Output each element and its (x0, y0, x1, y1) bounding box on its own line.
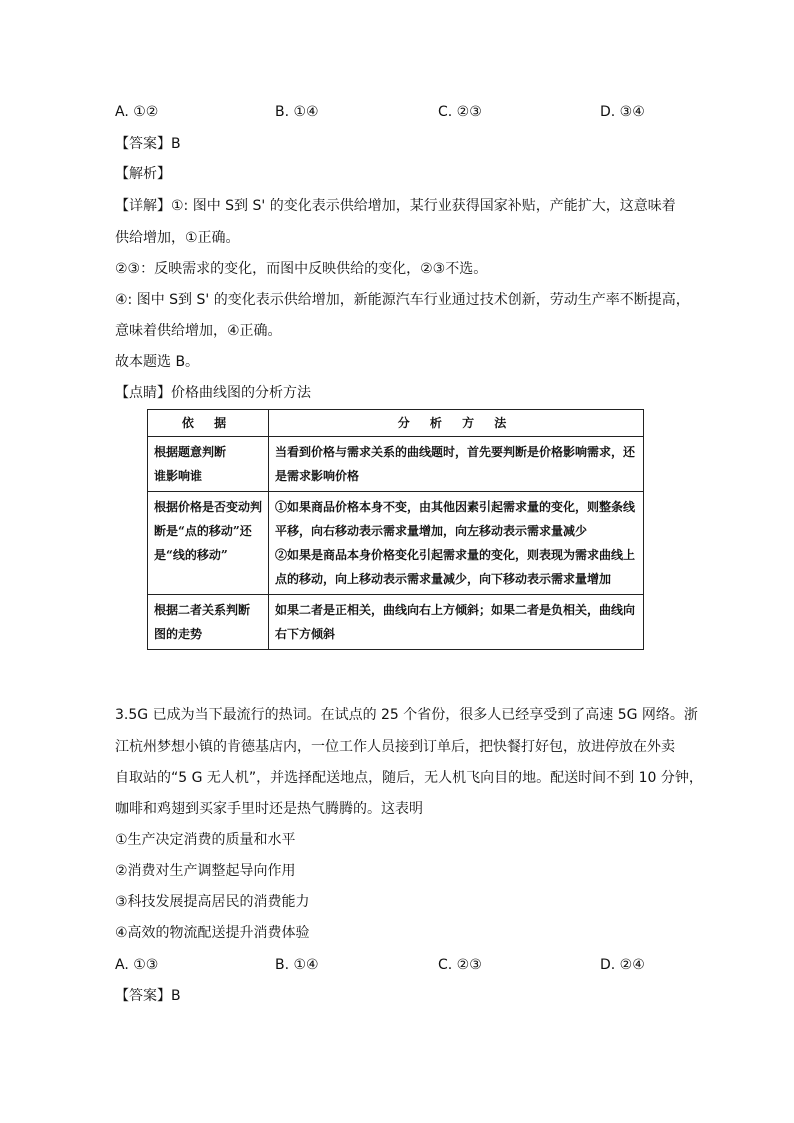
cell-text: 如果二者是正相关，曲线向右上方倾斜；如果二者是负相关，曲线向 (275, 603, 636, 617)
q2-options (115, 102, 675, 122)
q3-option-b: B. ①④ (275, 957, 319, 973)
q3-option-d: D. ②④ (600, 957, 645, 973)
cell-text: 图的走势 (154, 627, 203, 641)
q2-option-c: C. ②③ (438, 104, 482, 120)
table-header-basis: 依 据 (148, 410, 269, 437)
q3-option-c: C. ②③ (438, 957, 482, 973)
cell-text: 右下方倾斜 (275, 627, 336, 641)
cell-text: 根据题意判断 (154, 445, 227, 459)
q2-option-a: A. ①② (115, 104, 159, 120)
table-cell-method (269, 595, 644, 650)
analysis-method-table (147, 409, 644, 650)
cell-text: 根据二者关系判断 (154, 603, 251, 617)
q3-choice-2: ②消费对生产调整起导向作用 (115, 863, 296, 879)
q2-detail-line-4: ④: 图中 S到 S' 的变化表示供给增加，新能源汽车行业通过技术创新，劳动生产率不断提高， (115, 292, 690, 308)
cell-text: 断是“点的移动”还 (154, 524, 252, 538)
cell-text: 根据价格是否变动判 (154, 500, 263, 514)
cell-text: 当看到价格与需求关系的曲线题时，首先要判断是价格影响需求，还 (275, 445, 636, 459)
table-cell-basis (148, 595, 269, 650)
table-header-method: 分 析 方 法 (269, 410, 644, 437)
q3-answer: 【答案】B (115, 988, 181, 1004)
table-header-row (148, 410, 644, 437)
q3-stem-line-4: 咖啡和鸡翅到买家手里时还是热气腾腾的。这表明 (115, 801, 423, 817)
q2-option-d: D. ③④ (600, 104, 645, 120)
cell-text: ①如果商品价格本身不变，由其他因素引起需求量的变化，则整条线 (275, 500, 636, 514)
q2-detail-line-1: 【详解】①: 图中 S到 S' 的变化表示供给增加，某行业获得国家补贴，产能扩大，这意味着 (115, 198, 676, 214)
q2-detail-line-5: 意味着供给增加，④正确。 (115, 323, 282, 339)
table-cell-basis (148, 492, 269, 595)
q3-stem-line-2: 江杭州梦想小镇的肯德基店内，一位工作人员接到订单后，把快餐打好包，放进停放在外卖 (115, 739, 675, 755)
table-cell-method (269, 437, 644, 492)
q3-stem-line-3: 自取站的“5 G 无人机”，并选择配送地点，随后，无人机飞向目的地。配送时间不到 10 分钟， (115, 770, 703, 786)
q3-choice-3: ③科技发展提高居民的消费能力 (115, 894, 310, 910)
table-row (148, 437, 644, 492)
q2-analysis-title: 【解析】 (115, 166, 171, 182)
cell-text: 是需求影响价格 (275, 469, 360, 483)
cell-text: 谁影响谁 (154, 469, 203, 483)
table-cell-method (269, 492, 644, 595)
q3-stem-line-1: 3.5G 已成为当下最流行的热词。在试点的 25 个省份，很多人已经享受到了高速 5G 网络。浙 (115, 707, 698, 723)
q2-tip: 【点睛】价格曲线图的分析方法 (115, 385, 311, 401)
q2-detail-line-2: 供给增加，①正确。 (115, 230, 240, 246)
cell-text: 是“线的移动” (154, 548, 228, 562)
table-cell-basis (148, 437, 269, 492)
q2-detail-line-3: ②③：反映需求的变化，而图中反映供给的变化，②③不选。 (115, 261, 488, 277)
table-row (148, 595, 644, 650)
q3-options (115, 955, 675, 975)
q2-answer: 【答案】B (115, 136, 181, 152)
cell-text: ②如果是商品本身价格变化引起需求量的变化，则表现为需求曲线上 (275, 548, 636, 562)
q3-choice-1: ①生产决定消费的质量和水平 (115, 832, 296, 848)
table-row (148, 492, 644, 595)
cell-text: 点的移动，向上移动表示需求量减少，向下移动表示需求量增加 (275, 572, 612, 586)
cell-text: 平移，向右移动表示需求量增加，向左移动表示需求量减少 (275, 524, 588, 538)
q2-option-b: B. ①④ (275, 104, 319, 120)
q2-conclusion: 故本题选 B。 (115, 354, 200, 370)
q3-option-a: A. ①③ (115, 957, 159, 973)
q3-choice-4: ④高效的物流配送提升消费体验 (115, 925, 310, 941)
